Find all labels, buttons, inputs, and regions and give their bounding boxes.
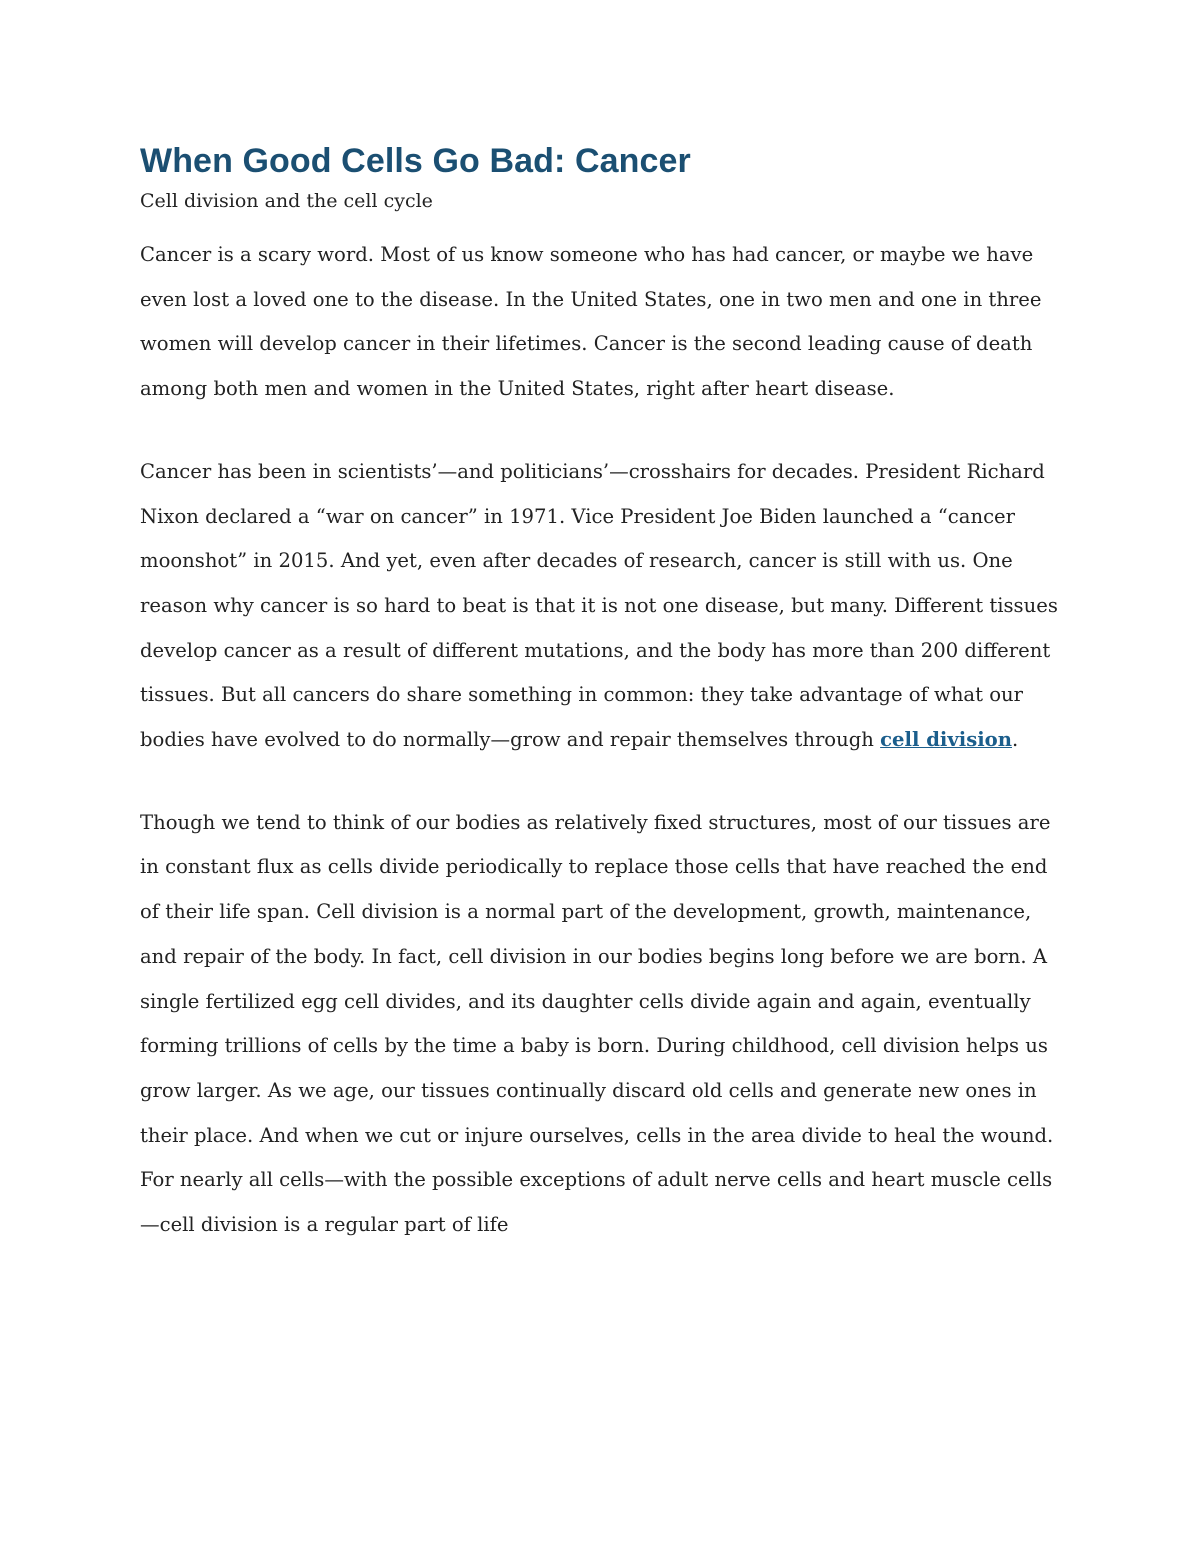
paragraph-history-text: Cancer has been in scientists’—and politicians’—crosshairs for decades. President Richard Nixon declared a “war on cancer” in 1971. Vice President Joe Biden launched a “cancer moonshot” in 2015. And yet, even after decades of research, cancer is still with us. One reason why cancer is so hard to beat is that it is not one disease, but many. Different tissues develop cancer as a result of different mutations, and the body has more than 200 different tissues. But all cancers do share something in common: they take advantage of what our bodies have evolved to do normally—grow and repair themselves through bbox=[140, 459, 1058, 752]
document-page bbox=[140, 138, 1065, 1248]
paragraph-history-end: . bbox=[1012, 728, 1019, 752]
document-subtitle: Cell division and the cell cycle bbox=[140, 190, 433, 212]
paragraph-intro: Cancer is a scary word. Most of us know someone who has had cancer, or maybe we have even lost a loved one to the disease. In the United States, one in two men and one in three women will develop cancer in their lifetimes. Cancer is the second leading cause of death among both men and women in the United States, right after heart disease. bbox=[140, 243, 1042, 401]
paragraph-history bbox=[140, 450, 1065, 763]
paragraph-cell-division: Though we tend to think of our bodies as relatively fixed structures, most of our tissues are in constant flux as cells divide periodically to replace those cells that have reached the end of their life span. Cell division is a normal part of the development, growth, maintenance, and repair of the body. In fact, cell division in our bodies begins long before we are born. A single fertilized egg cell divides, and its daughter cells divide again and again, eventually forming trillions of cells by the time a baby is born. During childhood, cell division helps us grow larger. As we age, our tissues continually discard old cells and generate new ones in their place. And when we cut or injure ourselves, cells in the area divide to heal the wound. For nearly all cells—with the possible exceptions of adult nerve cells and heart muscle cells—cell division is a regular part of life bbox=[140, 810, 1054, 1237]
document-title: When Good Cells Go Bad: Cancer bbox=[140, 142, 691, 180]
cell-division-link[interactable]: cell division bbox=[880, 728, 1012, 752]
